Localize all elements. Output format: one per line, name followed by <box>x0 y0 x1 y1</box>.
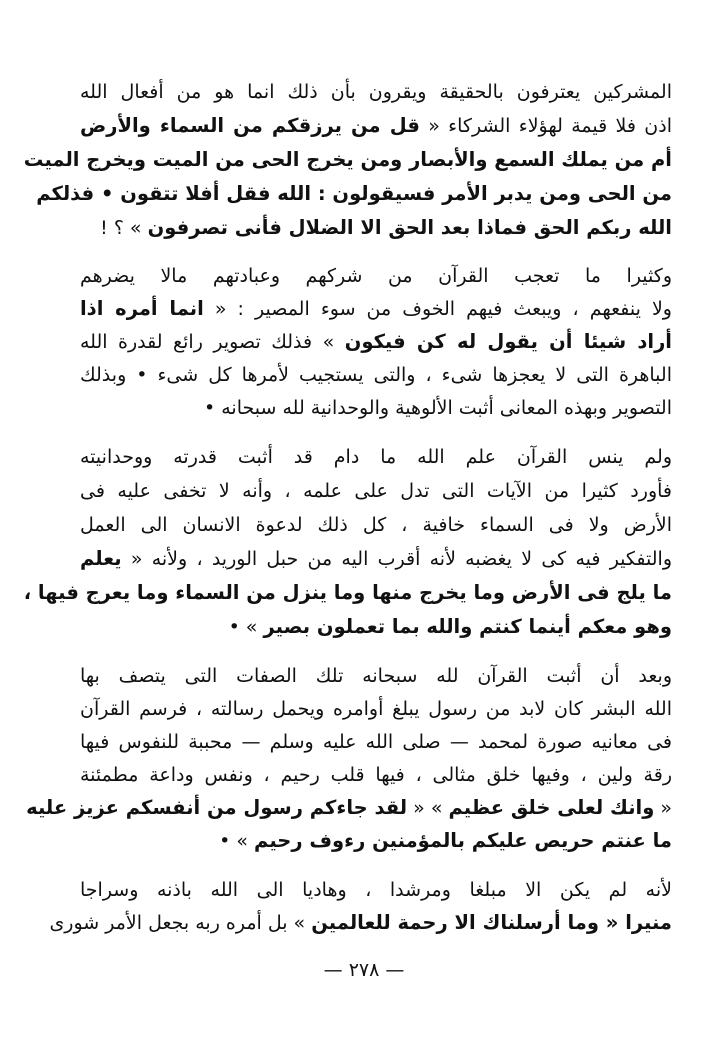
quran-verse-text: منيرا « <box>599 911 672 934</box>
body-text: » بل أمره ربه بجعل الأمر شورى <box>49 912 312 934</box>
quran-verse-text: أراد شيئا أن يقول له كن فيكون <box>344 330 672 353</box>
body-text: » • <box>219 830 255 852</box>
body-text: لأنه لم يكن الا مبلغا ومرشدا ، وهاديا الى الله باذنه وسراجا <box>80 879 672 901</box>
body-text: » فذلك تصوير رائع لقدرة الله <box>80 331 345 353</box>
quran-verse-text: أم من يملك السمع والأبصار ومن يخرج الحى من الميت ويخرج الميت <box>23 148 672 171</box>
quran-verse-text: الله ربكم الحق فماذا بعد الحق الا الضلال فأنى تصرفون <box>147 216 672 239</box>
body-text: والتفكير فيه كى لا يغضبه لأنه أقرب اليه من حبل الوريد ، ولأنه « <box>121 548 672 570</box>
body-text: ولم ينس القرآن علم الله ما دام قد أثبت قدرته ووحدانيته <box>80 446 672 468</box>
quran-verse-text: وهو معكم أينما كنتم والله بما تعملون بصير <box>263 615 672 638</box>
quran-verse-text: من الحى ومن يدبر الأمر فسيقولون : الله فقل أفلا تتقون • فذلكم <box>36 182 672 205</box>
quran-verse-text: وانك لعلى خلق عظيم <box>448 796 655 819</box>
body-text: الباهرة التى لا يعجزها شىء ، والتى يستجيب لأمرها كل شىء • وبذلك <box>80 364 672 386</box>
quran-verse-text: ما عنتم حريص عليكم بالمؤمنين رءوف رحيم <box>254 829 672 852</box>
text-line <box>49 903 672 943</box>
page-number: — ٢٧٨ — <box>323 959 405 981</box>
body-text: » ؟ ! <box>100 217 148 239</box>
quran-verse-text: لقد جاءكم رسول من أنفسكم عزيز عليه <box>26 796 408 819</box>
body-text: التصوير وبهذه المعانى أثبت الألوهية والوحدانية لله سبحانه • <box>204 397 672 419</box>
text-line <box>80 821 672 861</box>
body-text: الأرض ولا فى السماء خافية ، كل ذلك لدعوة الانسان الى العمل <box>80 514 672 536</box>
text-line <box>80 208 672 248</box>
body-text: « <box>654 797 672 819</box>
body-text: وبعد أن أثبت القرآن لله سبحانه تلك الصفات التى يتصف بها <box>80 665 672 687</box>
quran-verse-text: يعلم <box>80 547 122 570</box>
quran-verse-text: ما يلج فى الأرض وما يخرج منها وما ينزل من السماء وما يعرج فيها ، <box>23 581 672 604</box>
body-text: فأورد كثيرا من الآيات التى تدل على علمه ، وأنه لا تخفى عليه فى <box>80 480 672 502</box>
body-text: اذن فلا قيمة لهؤلاء الشركاء « <box>419 115 672 137</box>
text-line <box>80 388 672 428</box>
quran-verse-text: وما أرسلناك الا رحمة للعالمين <box>311 911 600 934</box>
body-text: رقة ولين ، وفيها خلق مثالى ، فيها قلب رحيم ، ونفس وداعة مطمئنة <box>80 764 672 786</box>
body-text: وكثيرا ما تعجب القرآن من شركهم وعبادتهم مالا يضرهم <box>80 265 672 287</box>
body-text: » « <box>407 797 449 819</box>
body-text: ولا ينفعهم ، ويبعث فيهم الخوف من سوء المصير : « <box>203 298 672 320</box>
quran-verse-text: قل من يرزقكم من السماء والأرض <box>80 114 420 137</box>
body-text: الله البشر كان لابد من رسول يبلغ أوامره ويحمل رسالته ، فرسم القرآن <box>80 698 672 720</box>
text-line <box>80 607 672 647</box>
body-text: فى معانيه صورة لمحمد — صلى الله عليه وسلم — محببة للنفوس فيها <box>80 731 672 753</box>
body-text: المشركين يعترفون بالحقيقة ويقرون بأن ذلك انما هو من أفعال الله <box>80 81 672 103</box>
quran-verse-text: انما أمره اذا <box>80 297 204 320</box>
body-text: » • <box>228 616 264 638</box>
